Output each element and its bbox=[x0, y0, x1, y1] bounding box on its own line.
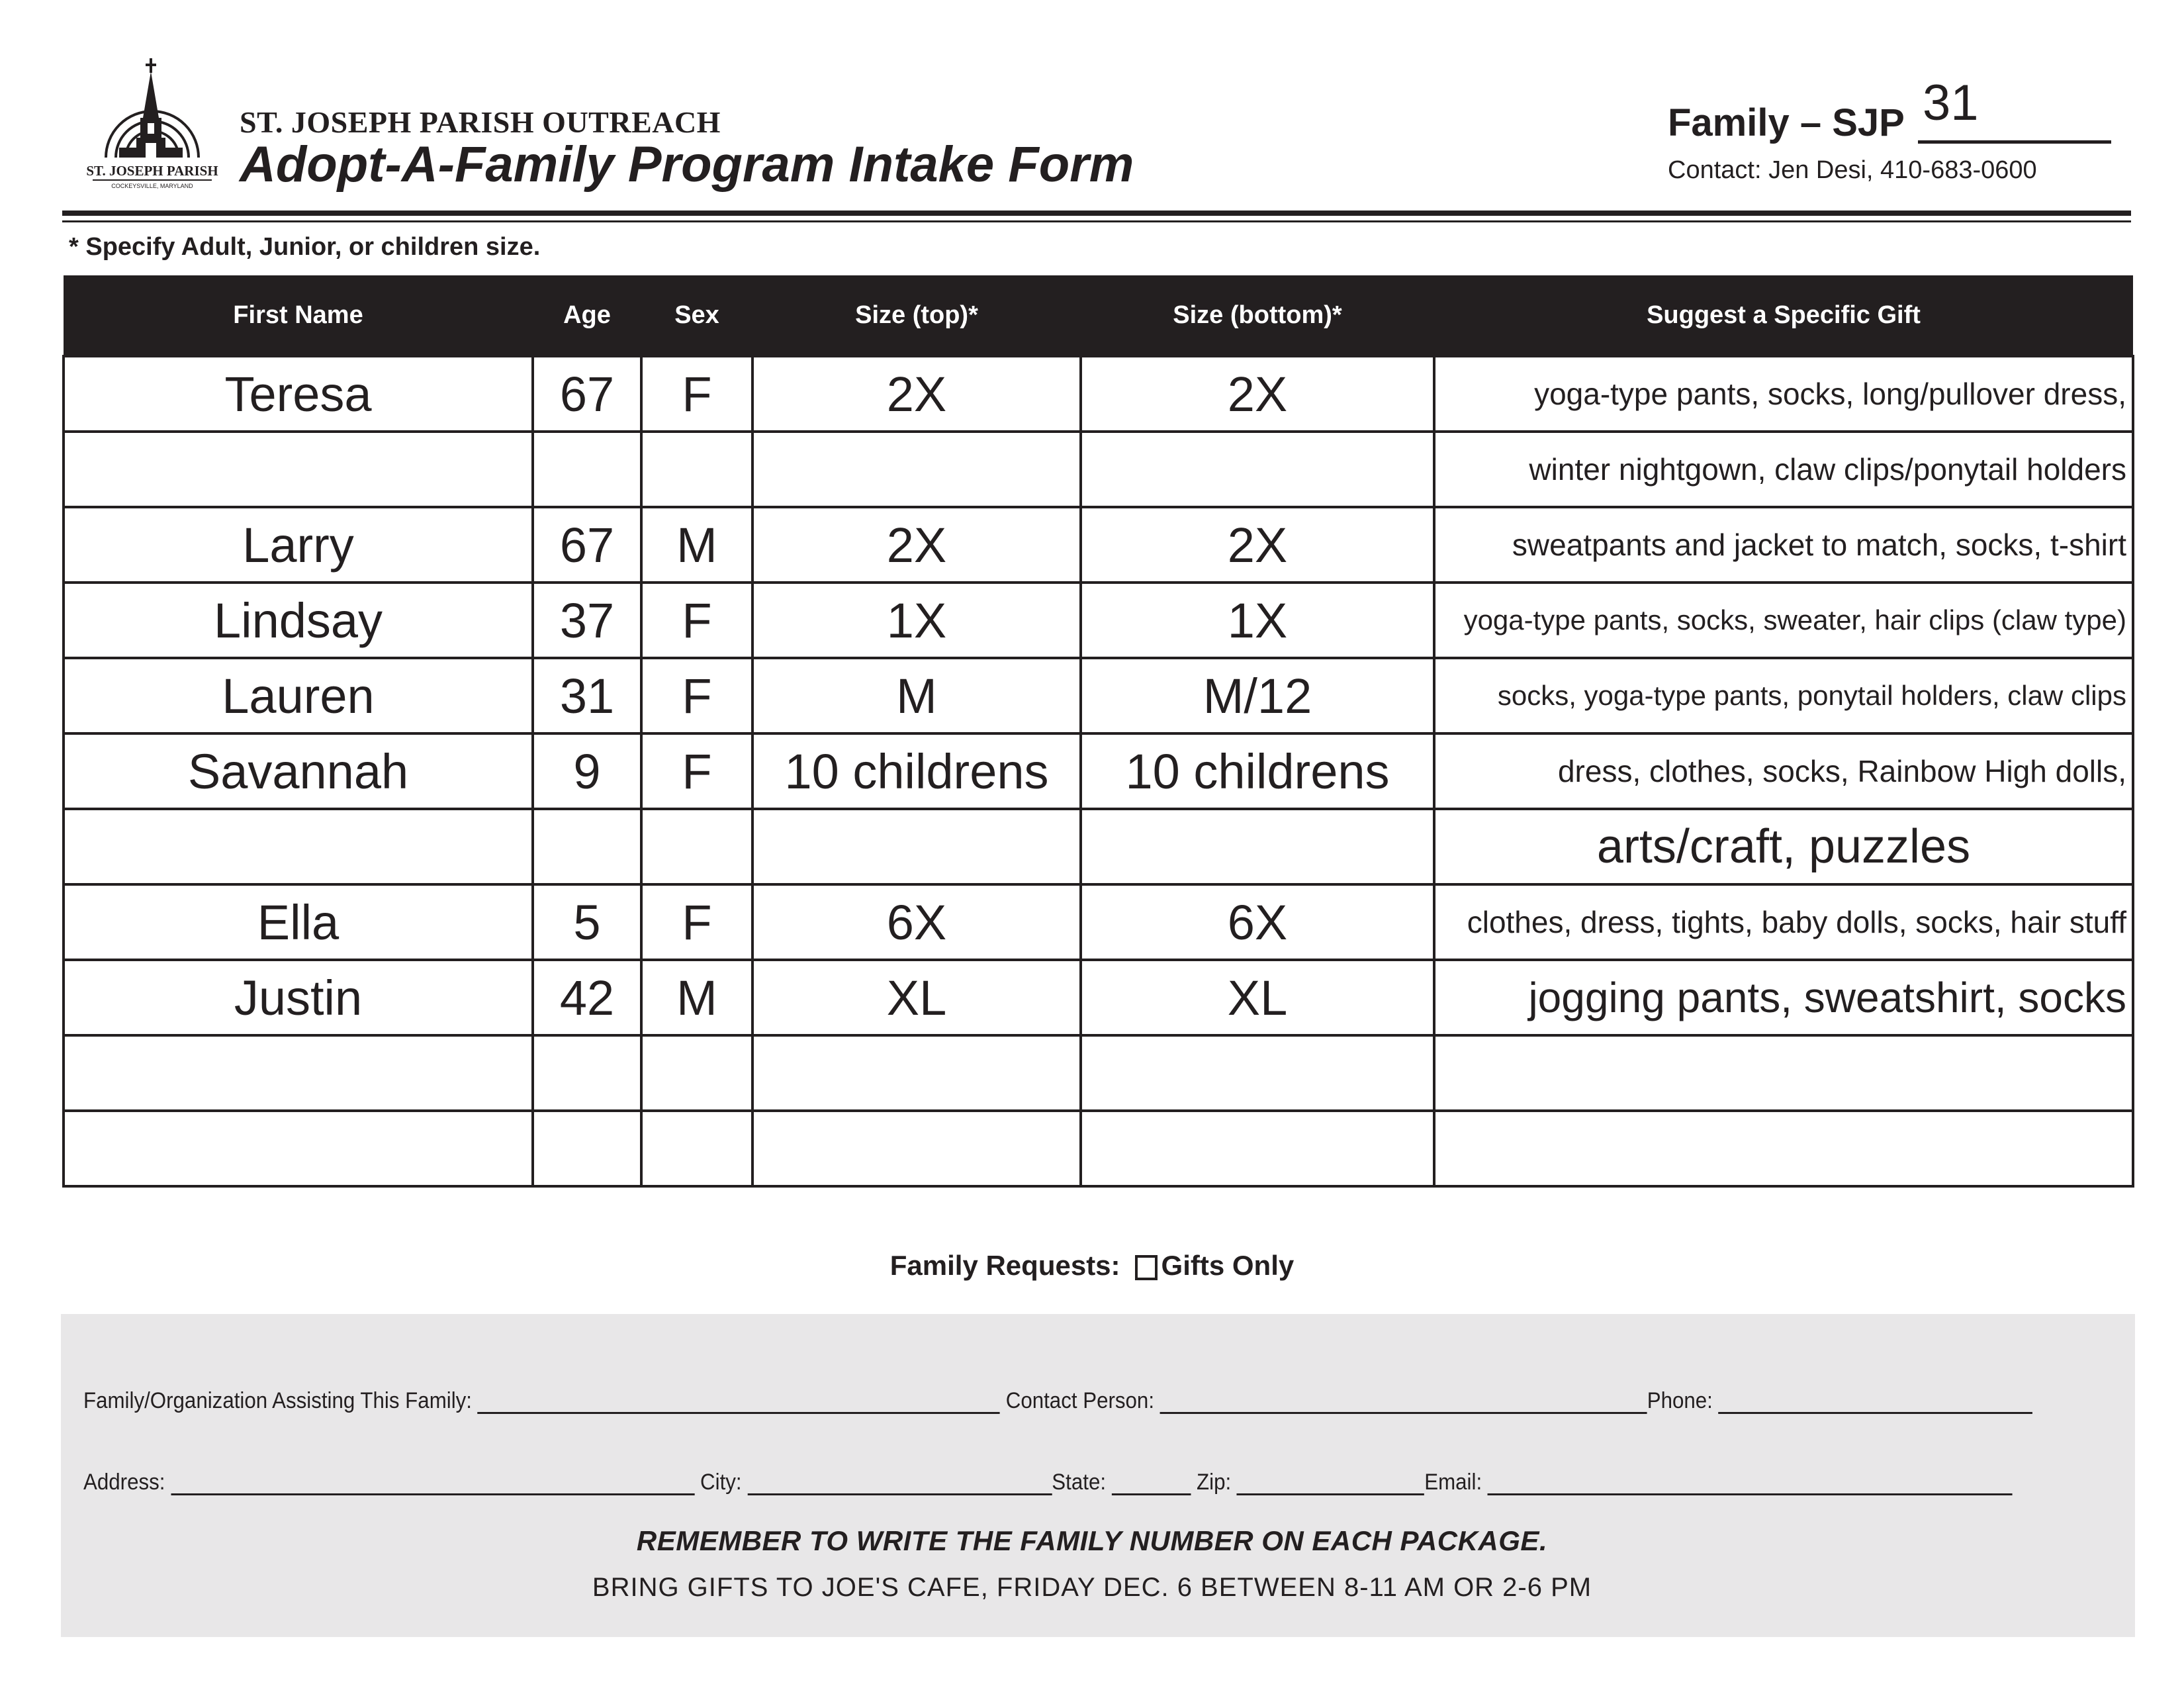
age-cell[interactable] bbox=[533, 1111, 641, 1186]
intake-table bbox=[62, 275, 2134, 1188]
name-cell[interactable] bbox=[64, 809, 533, 884]
age-cell[interactable]: 5 bbox=[533, 884, 641, 960]
age-cell[interactable]: 9 bbox=[533, 733, 641, 809]
table-row bbox=[64, 733, 2133, 809]
size-top-cell[interactable] bbox=[752, 809, 1081, 884]
name-cell[interactable]: Savannah bbox=[64, 733, 533, 809]
column-header-sex: Sex bbox=[641, 275, 752, 356]
size-bottom-cell[interactable] bbox=[1081, 432, 1434, 507]
header-divider bbox=[62, 211, 2131, 216]
gift-cell[interactable]: yoga-type pants, socks, sweater, hair clips (claw type) bbox=[1434, 583, 2133, 658]
sex-cell[interactable]: F bbox=[641, 733, 752, 809]
sex-cell[interactable] bbox=[641, 1111, 752, 1186]
zip-label: Zip: bbox=[1197, 1470, 1232, 1495]
size-bottom-cell[interactable]: 10 childrens bbox=[1081, 733, 1434, 809]
table-row bbox=[64, 432, 2133, 507]
email-field[interactable] bbox=[1488, 1474, 2013, 1495]
state-field[interactable] bbox=[1112, 1474, 1191, 1495]
gift-cell[interactable]: winter nightgown, claw clips/ponytail holders bbox=[1434, 432, 2133, 507]
phone-field[interactable] bbox=[1719, 1392, 2033, 1414]
email-label: Email: bbox=[1424, 1470, 1482, 1495]
gift-cell[interactable]: yoga-type pants, socks, long/pullover dress, bbox=[1434, 356, 2133, 432]
org-name: ST. JOSEPH PARISH OUTREACH bbox=[240, 105, 721, 139]
age-cell[interactable] bbox=[533, 432, 641, 507]
table-row bbox=[64, 356, 2133, 432]
gift-cell[interactable]: dress, clothes, socks, Rainbow High dolls, bbox=[1434, 733, 2133, 809]
zip-field[interactable] bbox=[1237, 1474, 1424, 1495]
size-note: * Specify Adult, Junior, or children size. bbox=[69, 233, 541, 261]
gift-cell[interactable]: sweatpants and jacket to match, socks, t-shirt bbox=[1434, 507, 2133, 583]
assisting-field[interactable] bbox=[478, 1392, 1000, 1414]
size-top-cell[interactable]: 6X bbox=[752, 884, 1081, 960]
size-bottom-cell[interactable]: 2X bbox=[1081, 507, 1434, 583]
column-header-first-name: First Name bbox=[64, 275, 533, 356]
parish-logo bbox=[79, 58, 225, 204]
phone-label: Phone: bbox=[1647, 1388, 1713, 1413]
assisting-label: Family/Organization Assisting This Family: bbox=[83, 1388, 472, 1413]
gifts-only-label: Gifts Only bbox=[1161, 1250, 1295, 1281]
gifts-only-checkbox[interactable] bbox=[1135, 1255, 1158, 1280]
logo-text: ST. JOSEPH PARISH bbox=[86, 163, 218, 179]
city-field[interactable] bbox=[747, 1474, 1052, 1495]
name-cell[interactable]: Lauren bbox=[64, 658, 533, 733]
header-divider-thin bbox=[62, 220, 2131, 222]
sex-cell[interactable] bbox=[641, 1035, 752, 1111]
size-top-cell[interactable]: 2X bbox=[752, 507, 1081, 583]
gift-cell[interactable]: arts/craft, puzzles bbox=[1434, 809, 2133, 884]
reminder-text: REMEMBER TO WRITE THE FAMILY NUMBER ON EACH PACKAGE. bbox=[636, 1525, 1548, 1556]
name-cell[interactable] bbox=[64, 1035, 533, 1111]
city-label: City: bbox=[700, 1470, 742, 1495]
age-cell[interactable]: 42 bbox=[533, 960, 641, 1035]
name-cell[interactable]: Teresa bbox=[64, 356, 533, 432]
state-label: State: bbox=[1052, 1470, 1107, 1495]
family-requests bbox=[0, 1250, 2184, 1282]
age-cell[interactable]: 67 bbox=[533, 356, 641, 432]
size-top-cell[interactable] bbox=[752, 1035, 1081, 1111]
sponsor-row-2 bbox=[83, 1470, 2013, 1495]
contact-person-label: Contact Person: bbox=[1005, 1388, 1155, 1413]
name-cell[interactable]: Justin bbox=[64, 960, 533, 1035]
sex-cell[interactable]: M bbox=[641, 960, 752, 1035]
gift-cell[interactable]: clothes, dress, tights, baby dolls, socks, hair stuff bbox=[1434, 884, 2133, 960]
table-header-row bbox=[64, 275, 2133, 356]
size-bottom-cell[interactable]: 2X bbox=[1081, 356, 1434, 432]
table-row bbox=[64, 960, 2133, 1035]
sex-cell[interactable] bbox=[641, 432, 752, 507]
sex-cell[interactable]: F bbox=[641, 356, 752, 432]
sex-cell[interactable]: F bbox=[641, 884, 752, 960]
family-number-line[interactable] bbox=[1918, 140, 2111, 144]
age-cell[interactable]: 31 bbox=[533, 658, 641, 733]
column-header-gift: Suggest a Specific Gift bbox=[1434, 275, 2133, 356]
size-bottom-cell[interactable]: M/12 bbox=[1081, 658, 1434, 733]
table-row bbox=[64, 1111, 2133, 1186]
size-bottom-cell[interactable] bbox=[1081, 809, 1434, 884]
page-title: Adopt-A-Family Program Intake Form bbox=[240, 136, 1134, 193]
size-top-cell[interactable]: 1X bbox=[752, 583, 1081, 658]
logo-subtext: COCKEYSVILLE, MARYLAND bbox=[111, 183, 193, 189]
contact-person-field[interactable] bbox=[1160, 1392, 1647, 1414]
column-header-size-bottom: Size (bottom)* bbox=[1081, 275, 1434, 356]
dropoff-instructions: BRING GIFTS TO JOE'S CAFE, FRIDAY DEC. 6 BETWEEN 8-11 AM OR 2-6 PM bbox=[592, 1573, 1592, 1602]
gift-cell[interactable]: jogging pants, sweatshirt, socks bbox=[1434, 960, 2133, 1035]
name-cell[interactable]: Larry bbox=[64, 507, 533, 583]
size-top-cell[interactable]: XL bbox=[752, 960, 1081, 1035]
family-requests-label: Family Requests: bbox=[889, 1250, 1120, 1281]
size-top-cell[interactable]: M bbox=[752, 658, 1081, 733]
size-top-cell[interactable] bbox=[752, 432, 1081, 507]
family-label: Family – SJP bbox=[1668, 101, 1905, 144]
name-cell[interactable] bbox=[64, 1111, 533, 1186]
sex-cell[interactable]: F bbox=[641, 658, 752, 733]
gift-cell[interactable] bbox=[1434, 1035, 2133, 1111]
age-cell[interactable]: 37 bbox=[533, 583, 641, 658]
sex-cell[interactable]: M bbox=[641, 507, 752, 583]
size-bottom-cell[interactable] bbox=[1081, 1035, 1434, 1111]
name-cell[interactable] bbox=[64, 432, 533, 507]
column-header-size-top: Size (top)* bbox=[752, 275, 1081, 356]
size-top-cell[interactable] bbox=[752, 1111, 1081, 1186]
gift-cell[interactable]: socks, yoga-type pants, ponytail holders, claw clips bbox=[1434, 658, 2133, 733]
table-row bbox=[64, 809, 2133, 884]
gift-cell[interactable] bbox=[1434, 1111, 2133, 1186]
table-row bbox=[64, 583, 2133, 658]
table-row bbox=[64, 884, 2133, 960]
age-cell[interactable] bbox=[533, 1035, 641, 1111]
table-row bbox=[64, 658, 2133, 733]
age-cell[interactable]: 67 bbox=[533, 507, 641, 583]
name-cell[interactable]: Lindsay bbox=[64, 583, 533, 658]
size-top-cell[interactable]: 2X bbox=[752, 356, 1081, 432]
age-cell[interactable] bbox=[533, 809, 641, 884]
address-field[interactable] bbox=[171, 1474, 694, 1495]
family-number: 31 bbox=[1923, 75, 1979, 131]
sex-cell[interactable] bbox=[641, 809, 752, 884]
table-row bbox=[64, 1035, 2133, 1111]
column-header-age: Age bbox=[533, 275, 641, 356]
sex-cell[interactable]: F bbox=[641, 583, 752, 658]
size-bottom-cell[interactable]: 6X bbox=[1081, 884, 1434, 960]
size-bottom-cell[interactable] bbox=[1081, 1111, 1434, 1186]
table-row bbox=[64, 507, 2133, 583]
address-label: Address: bbox=[83, 1470, 165, 1495]
size-top-cell[interactable]: 10 childrens bbox=[752, 733, 1081, 809]
name-cell[interactable]: Ella bbox=[64, 884, 533, 960]
size-bottom-cell[interactable]: 1X bbox=[1081, 583, 1434, 658]
size-bottom-cell[interactable]: XL bbox=[1081, 960, 1434, 1035]
sponsor-row-1 bbox=[83, 1388, 2032, 1414]
contact-info: Contact: Jen Desi, 410-683-0600 bbox=[1668, 156, 2037, 184]
